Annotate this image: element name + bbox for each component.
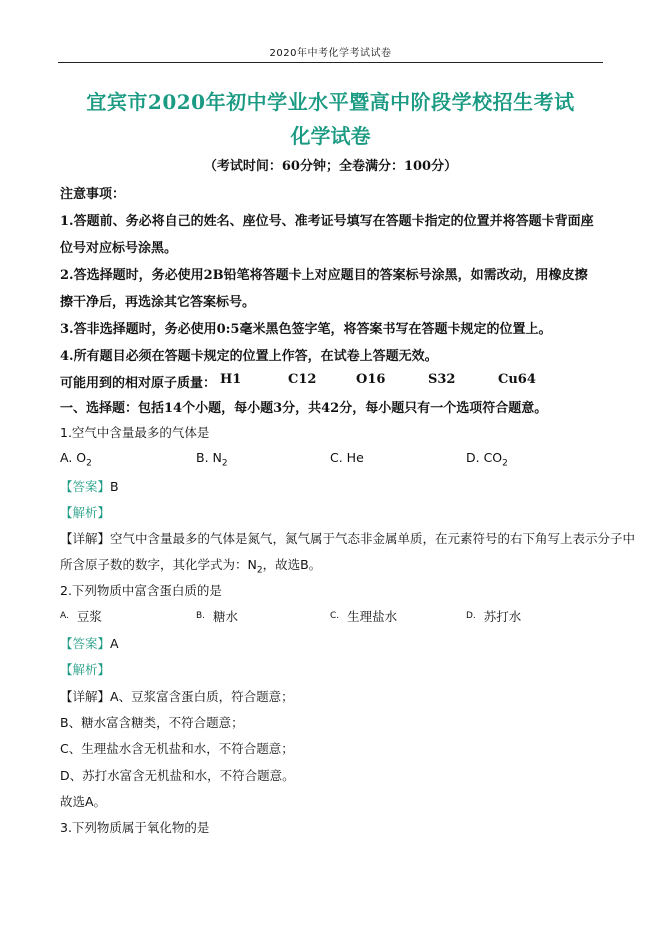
exam-info: （考试时间：60分钟；全卷满分：100分） — [203, 159, 458, 174]
atomic-mass-o: O16 — [356, 372, 386, 387]
q2-option-b: $^{B.}$ 糖水 — [196, 609, 239, 624]
atomic-mass-label: 可能用到的相对原子质量： — [60, 376, 217, 391]
q1-stem: 1.空气中含量最多的气体是 — [60, 425, 210, 440]
notice-item-1-cont: 位号对应标号涂黑。 — [60, 241, 178, 256]
q1-detail-1: 【详解】空气中含量最多的气体是氮气，氮气属于气态非金属单质，在元素符号的右下角写上表示分子中 — [60, 531, 636, 546]
q1-option-d: D. $CO_2$ — [466, 450, 508, 469]
notice-item-3: 3.答非选择题时，务必使用0:5毫米黑色签字笔，将答案书写在答题卡规定的位置上。 — [60, 322, 552, 337]
q2-detail-b: B、糖水富含糖类，不符合题意； — [60, 715, 244, 730]
atomic-mass-s: S32 — [428, 372, 456, 387]
q2-analysis-tag: 【解析】 — [60, 662, 111, 677]
atomic-mass-h: H1 — [220, 372, 242, 387]
q2-option-d: $^{D.}$ 苏打水 — [466, 609, 522, 624]
q3-stem: 3.下列物质属于氧化物的是 — [60, 820, 210, 835]
exam-title: 宜宾市2020年初中学业水平暨高中阶段学校招生考试 — [86, 90, 575, 114]
notice-item-4: 4.所有题目必须在答题卡规定的位置上作答，在试卷上答题无效。 — [60, 349, 438, 364]
q2-answer: 【答案】A — [60, 636, 119, 651]
q1-option-a: A. $O_2$ — [60, 450, 92, 469]
q1-analysis-tag: 【解析】 — [60, 505, 111, 520]
section-1-heading: 一、选择题：包括14个小题，每小题3分，共42分，每小题只有一个选项符合题意。 — [60, 401, 548, 416]
atomic-mass-cu: Cu64 — [498, 372, 536, 387]
notice-item-1: 1.答题前、务必将自己的姓名、座位号、准考证号填写在答题卡指定的位置并将答题卡背面座 — [60, 214, 594, 229]
atomic-mass-c: C12 — [288, 372, 317, 387]
q2-detail-c: C、生理盐水含无机盐和水，不符合题意； — [60, 741, 294, 756]
q2-stem: 2.下列物质中富含蛋白质的是 — [60, 583, 222, 598]
exam-subtitle: 化学试卷 — [290, 124, 371, 148]
q2-detail-d: D、苏打水富含无机盐和水，不符合题意。 — [60, 768, 295, 783]
q1-option-b: B. $N_2$ — [196, 450, 228, 469]
notice-heading: 注意事项： — [60, 187, 126, 202]
q2-option-a: $^{A.}$ 豆浆 — [60, 609, 102, 624]
q1-option-c: C. He — [330, 450, 364, 465]
q1-detail-2: 所含原子数的数字，其化学式为：$N_2$，故选B。 — [60, 557, 322, 576]
page-header: 2020年中考化学考试试卷 — [58, 44, 603, 63]
q2-conclusion: 故选A。 — [60, 794, 107, 809]
q2-option-c: $^{C.}$ 生理盐水 — [330, 609, 398, 624]
notice-item-2: 2.答选择题时，务必使用2B铅笔将答题卡上对应题目的答案标号涂黑，如需改动，用橡皮擦 — [60, 268, 588, 283]
q1-answer: 【答案】B — [60, 479, 119, 494]
notice-item-2-cont: 擦干净后，再选涂其它答案标号。 — [60, 295, 256, 310]
q2-detail-a: 【详解】A、豆浆富含蛋白质，符合题意； — [60, 689, 294, 704]
